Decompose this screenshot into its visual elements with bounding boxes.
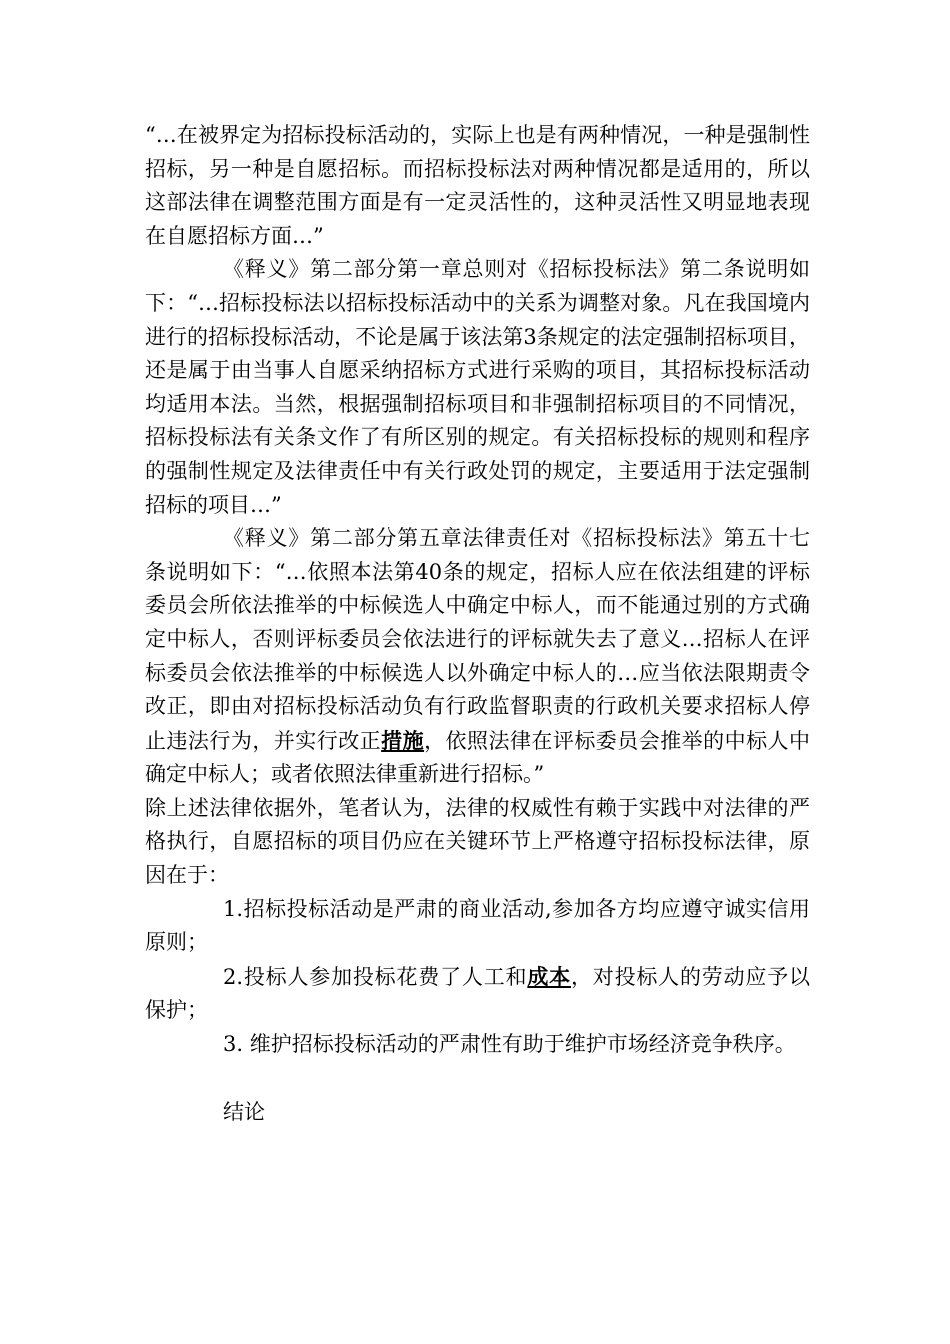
list-item-2-text-end: ，对投标人的劳动应予以保护； (145, 964, 811, 1023)
link-measures[interactable]: 措施 (381, 727, 425, 753)
link-cost[interactable]: 成本 (527, 963, 571, 989)
heading-conclusion: 结论 (223, 1099, 265, 1124)
paragraph-article-57-text-start: 《释义》第二部分第五章法律责任对《招标投标法》第五十七条说明如下：“…依照本法第40条的规定，招标人应在依法组建的评标委员会所依法推举的中标候选人中确定中标人，而不能通过别的方式确定中标人，否则评标委员会依法进行的评标就失去了意义…招标人在评标委员会依法推举的中标候选人以外确定中标人的…应当依法限期责令改正，即由对招标投标活动负有行政监督职责的行政机关要求招标人停止违法行为，并实行改正 (145, 526, 810, 753)
paragraph-article-57-text-end: ，依照法律在评标委员会推举的中标人中确定中标人；或者依照法律重新进行招标。” (145, 728, 811, 787)
paragraph-article-57 (145, 522, 810, 792)
list-item-2-text-start: 2.投标人参加投标花费了人工和 (223, 964, 528, 989)
paragraph-author-opinion: 除上述法律依据外，笔者认为，法律的权威性有赖于实践中对法律的严格执行，自愿招标的项目仍应在关键环节上严格遵守招标投标法律，原因在于： (145, 795, 810, 888)
list-item-2 (145, 960, 810, 1028)
list-item-1: 1.招标投标活动是严肃的商业活动,参加各方均应遵守诚实信用原则； (145, 896, 810, 955)
section-gap (145, 1062, 810, 1096)
list-item-3: 3. 维护招标投标活动的严肃性有助于维护市场经济竞争秩序。 (223, 1032, 796, 1057)
document-page (145, 119, 810, 1129)
paragraph-quote-intro: “…在被界定为招标投标活动的，实际上也是有两种情况，一种是强制性招标，另一种是自愿招标。而招标投标法对两种情况都是适用的，所以这部法律在调整范围方面是有一定灵活性的，这种灵活性又明显地表现在自愿招标方面…” (145, 123, 810, 248)
paragraph-article-2: 《释义》第二部分第一章总则对《招标投标法》第二条说明如下：“…招标投标法以招标投标活动中的关系为调整对象。凡在我国境内进行的招标投标活动，不论是属于该法第3条规定的法定强制招标项目，还是属于由当事人自愿采纳招标方式进行采购的项目，其招标投标活动均适用本法。当然，根据强制招标项目和非强制招标项目的不同情况，招标投标法有关条文作了有所区别的规定。有关招标投标的规则和程序的强制性规定及法律责任中有关行政处罚的规定，主要适用于法定强制招标的项目…” (145, 257, 810, 517)
